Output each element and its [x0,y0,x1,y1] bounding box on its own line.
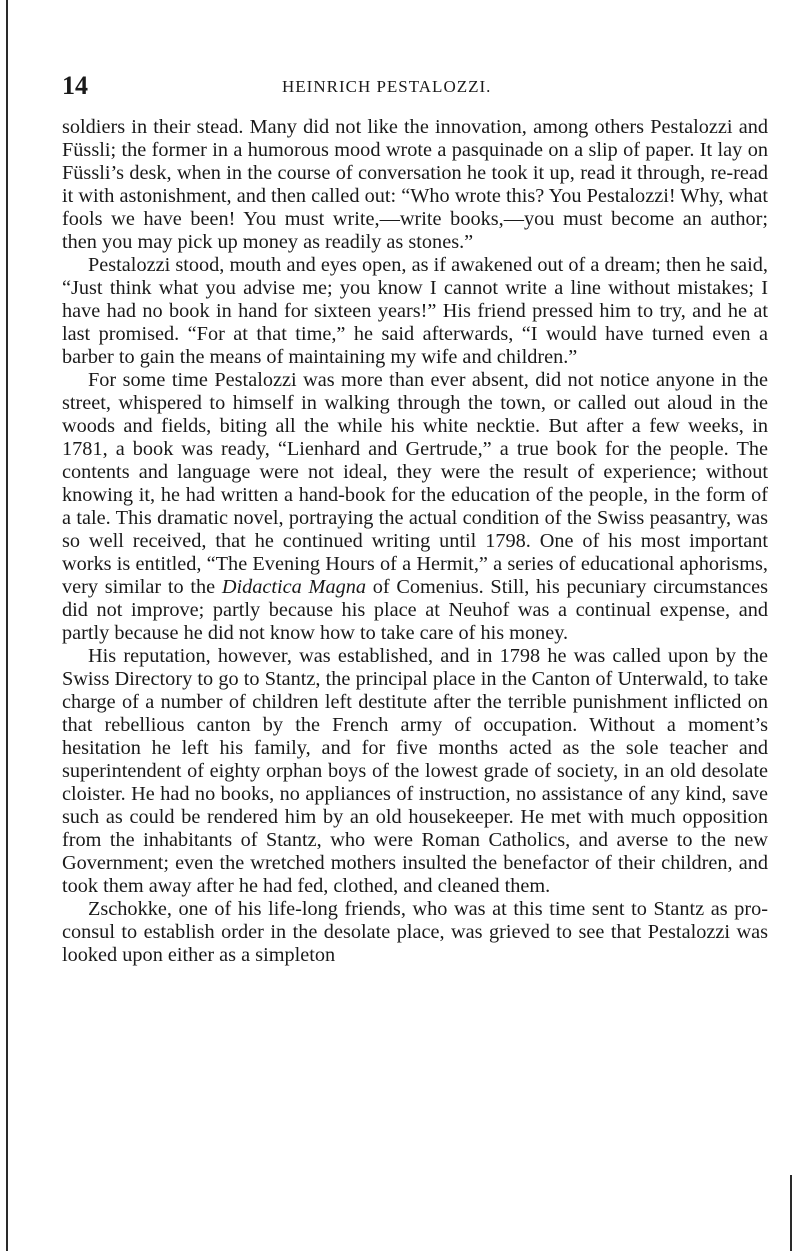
text-run: For some time Pestalozzi was more than ever absent, did not notice anyone in the street, whispered to himself in walking through the town, or called out aloud in the woods and fields, biting all the while his white necktie. But after a few weeks, in 1781, a book was ready, “Lienhard and Gertrude,” a true book for the people. The contents and language were not ideal, they were the result of experience; without knowing it, he had written a hand-book for the education of the people, in the form of a tale. This dramatic novel, portraying the actual condition of the Swiss peasantry, was so well received, that he continued writing until 1798. One of his most important works is entitled, “The Evening Hours of a Hermit,” a series of educational aphorisms, very similar to the [62,369,768,598]
scan-edge-mark [790,1175,792,1251]
page-number: 14 [62,71,88,100]
paragraph [62,116,768,254]
running-title: HEINRICH PESTALOZZI. [282,77,492,96]
text-run: of Comenius. Still, his pecuniary circumstances did not improve; partly because his place at Neuhof was a continual expense, and partly because he did not know how to take care of his money. [62,576,768,644]
text-run: soldiers in their stead. Many did not like the innovation, among others Pestalozzi and Füssli; the former in a humorous mood wrote a pasquinade on a slip of paper. It lay on Füssli’s desk, when in the course of conversation he took it up, read it through, re-read it with astonishment, and then called out: “Who wrote this? You Pestalozzi! Why, what fools we have been! You must write,—write books,—you must become an author; then you may pick up money as readily as stones.” [62,116,768,253]
italic-title: Didactica Magna [221,576,367,598]
paragraph [62,369,768,645]
paragraph [62,898,768,967]
page-header [62,72,768,100]
body-text [62,116,768,967]
text-run: Pestalozzi stood, mouth and eyes open, as if awakened out of a dream; then he said, “Just think what you advise me; you know I cannot write a line without mistakes; I have had no book in hand for sixteen years!” His friend pressed him to try, and he at last promised. “For at that time,” he said afterwards, “I would have turned even a barber to gain the means of maintaining my wife and children.” [62,254,768,368]
text-run: Zschokke, one of his life-long friends, who was at this time sent to Stantz as pro-consul to establish order in the desolate place, was grieved to see that Pestalozzi was looked upon either as a simpleton [62,898,768,966]
paragraph [62,645,768,898]
paragraph [62,254,768,369]
scan-margin-rule [6,0,8,1251]
text-run: His reputation, however, was established, and in 1798 he was called upon by the Swiss Directory to go to Stantz, the principal place in the Canton of Unterwald, to take charge of a number of children left destitute after the terrible punishment inflicted on that rebellious canton by the French army of occupation. Without a moment’s hesitation he left his family, and for five months acted as the sole teacher and superintendent of eighty orphan boys of the lowest grade of society, in an old desolate cloister. He had no books, no appliances of instruction, no assistance of any kind, save such as could be rendered him by an old housekeeper. He met with much opposition from the inhabitants of Stantz, who were Roman Catholics, and averse to the new Government; even the wretched mothers insulted the benefactor of their children, and took them away after he had fed, clothed, and cleaned them. [62,645,768,897]
